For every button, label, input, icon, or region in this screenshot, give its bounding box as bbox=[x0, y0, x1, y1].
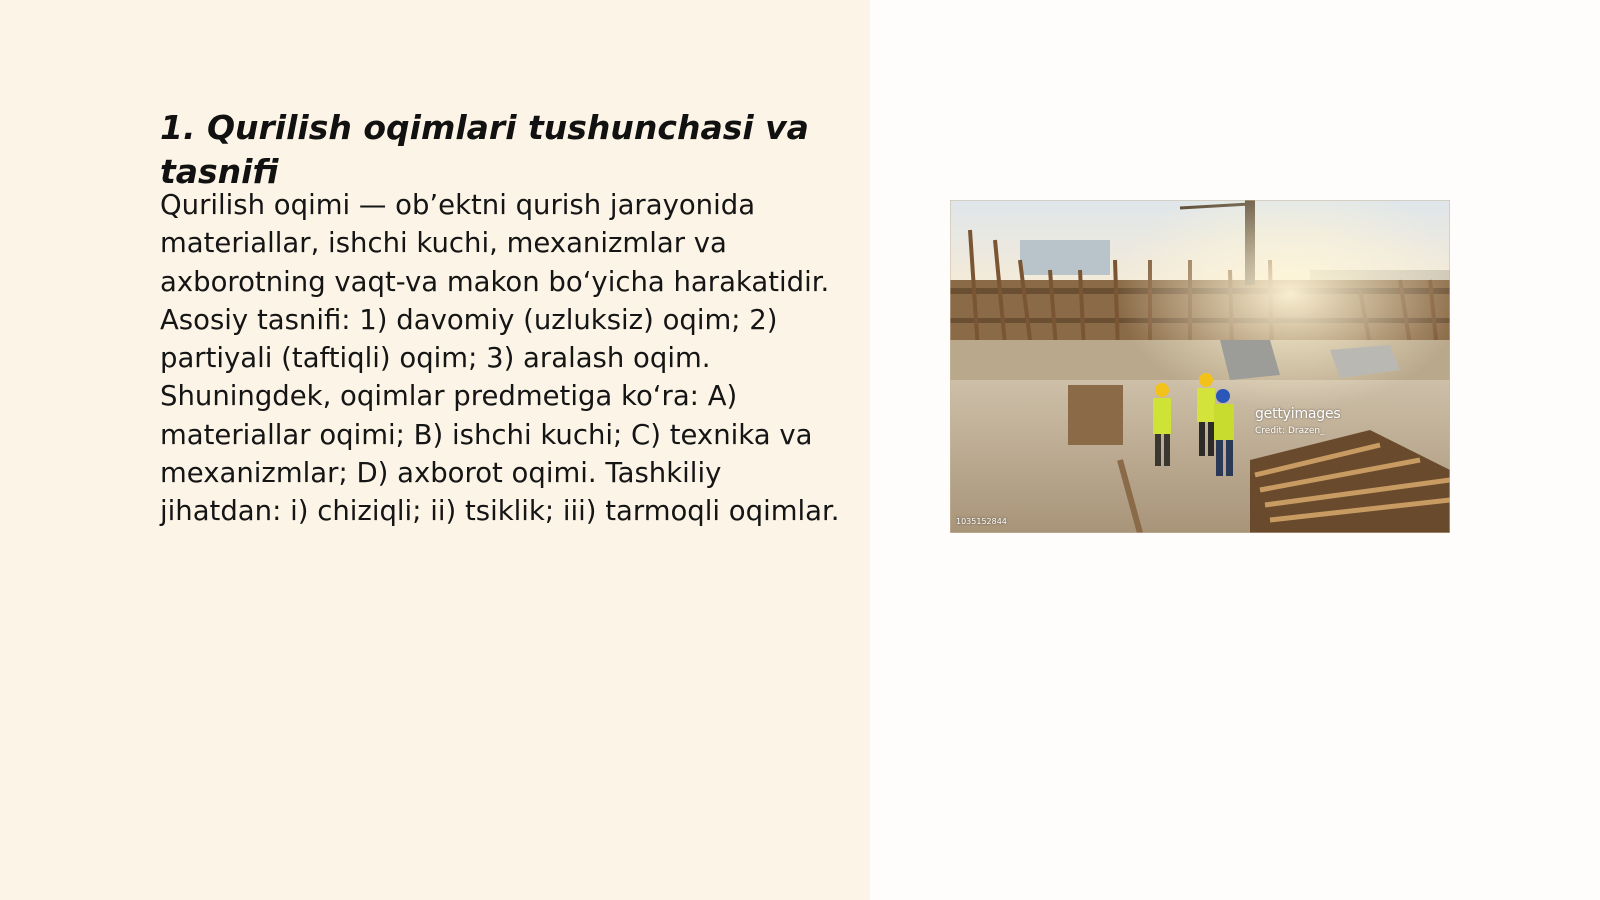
watermark-id: 1035152844 bbox=[956, 517, 1007, 526]
slide-body-text: Qurilish oqimi — ob’ektni qurish jarayonida materiallar, ishchi kuchi, mexanizmlar va axborotning vaqt-va makon bo‘yicha harakatidir. Asosiy tasnifi: 1) davomiy (uzluksiz) oqim; 2) partiyali (taftiqli) oqim; 3) aralash oqim. Shuningdek, oqimlar predmetiga ko‘ra: A) materiallar oqimi; B) ishchi kuchi; C) texnika va mexanizmlar; D) axborot oqimi. Tashkiliy jihatdan: i) chiziqli; ii) tsiklik; iii) tarmoqli oqimlar. bbox=[160, 189, 840, 528]
slide-title: 1. Qurilish oqimlari tushunchasi va tasnifi bbox=[160, 108, 809, 191]
construction-site-illustration bbox=[950, 200, 1450, 533]
construction-site-photo bbox=[950, 200, 1450, 533]
watermark-brand: gettyimages bbox=[1255, 406, 1341, 422]
watermark-credit: Credit: Drazen_ bbox=[1255, 426, 1325, 436]
